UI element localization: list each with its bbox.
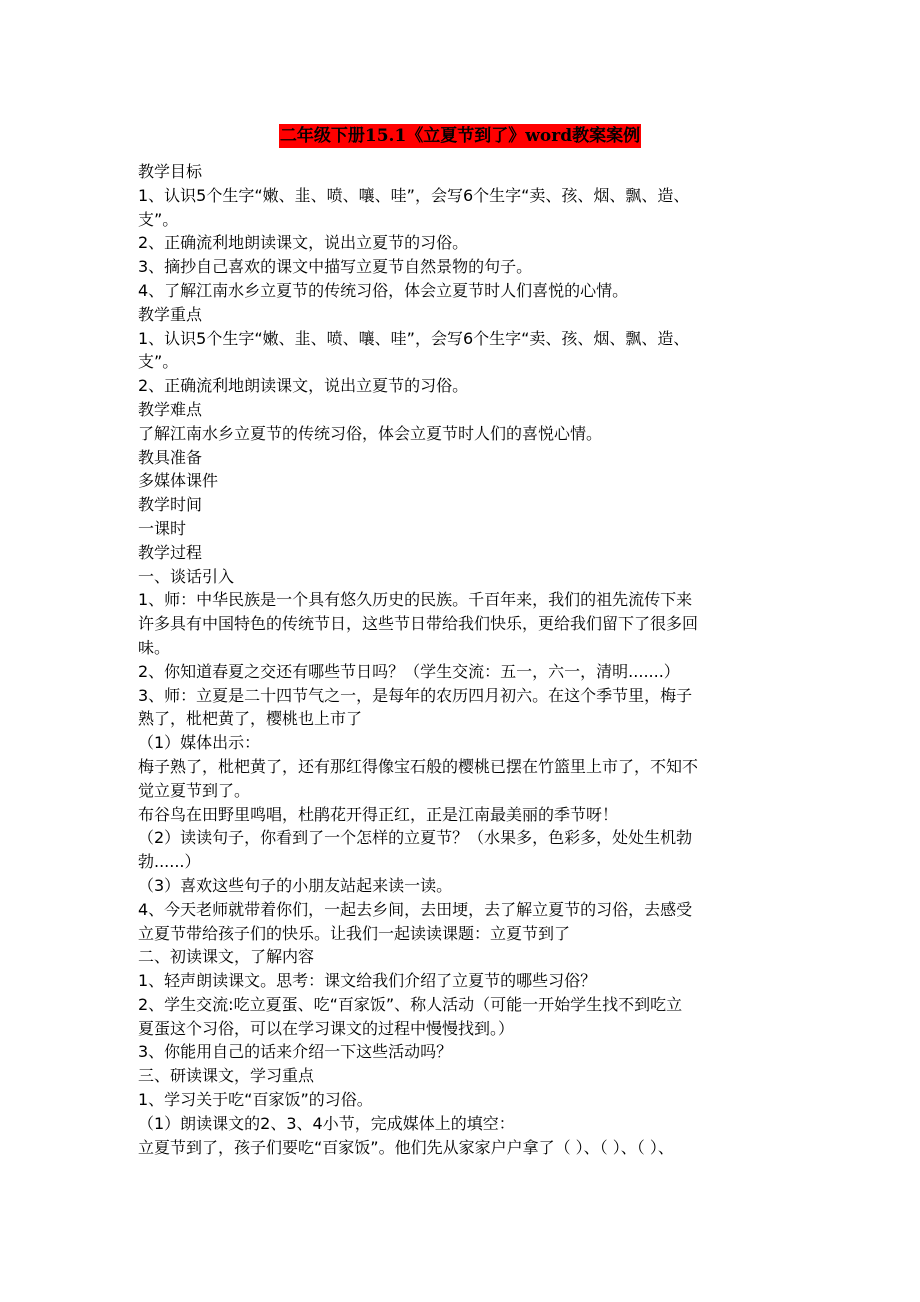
text-line: 2、正确流利地朗读课文，说出立夏节的习俗。 — [138, 233, 469, 253]
text-line: 许多具有中国特色的传统节日，这些节日带给我们快乐，更给我们留下了很多回 — [138, 614, 699, 634]
text-line: 多媒体课件 — [138, 471, 219, 491]
text-line: 1、师：中华民族是一个具有悠久历史的民族。千百年来，我们的祖先流传下来 — [138, 590, 693, 610]
document-body — [138, 160, 788, 1159]
text-line: 立夏节带给孩子们的快乐。让我们一起读读课题：立夏节到了 — [138, 923, 571, 943]
text-line: 3、师：立夏是二十四节气之一，是每年的农历四月初六。在这个季节里，梅子 — [138, 685, 693, 705]
text-line: 支”。 — [138, 209, 179, 229]
text-line: 3、摘抄自己喜欢的课文中描写立夏节自然景物的句子。 — [138, 257, 533, 277]
text-line: 1、认识5个生字“嫩、韭、喷、嚷、哇”，会写6个生字“卖、孩、烟、飘、造、 — [138, 185, 690, 205]
title-container — [0, 124, 920, 148]
document-title[interactable]: 二年级下册15.1《立夏节到了》word教案案例 — [279, 126, 641, 146]
text-line: （3）喜欢这些句子的小朋友站起来读一读。 — [138, 875, 453, 895]
text-line: 4、了解江南水乡立夏节的传统习俗，体会立夏节时人们喜悦的心情。 — [138, 280, 629, 300]
text-line: 2、正确流利地朗读课文，说出立夏节的习俗。 — [138, 376, 469, 396]
text-line: 勃......） — [138, 852, 201, 872]
text-line: 三、研读课文，学习重点 — [138, 1066, 315, 1086]
text-line: 教学过程 — [138, 542, 203, 562]
text-line: 2、学生交流:吃立夏蛋、吃“百家饭”、称人活动（可能一开始学生找不到吃立 — [138, 994, 683, 1014]
text-line: 1、学习关于吃“百家饭”的习俗。 — [138, 1090, 373, 1110]
text-line: 教学难点 — [138, 399, 203, 419]
text-line: 教学目标 — [138, 162, 203, 181]
text-line: 一、谈话引入 — [138, 566, 235, 586]
text-line: 支”。 — [138, 352, 179, 372]
text-line: 立夏节到了，孩子们要吃“百家饭”。他们先从家家户户拿了（ ）、（ ）、（ ）、 — [138, 1137, 674, 1157]
text-line: 1、轻声朗读课文。思考：课文给我们介绍了立夏节的哪些习俗？ — [138, 971, 597, 991]
text-line: 布谷鸟在田野里鸣唱，杜鹃花开得正红，正是江南最美丽的季节呀！ — [138, 804, 619, 824]
text-line: 2、你知道春夏之交还有哪些节日吗？（学生交流：五一，六一，清明.......） — [138, 661, 680, 681]
text-line: （1）朗读课文的2、3、4小节，完成媒体上的填空： — [138, 1113, 515, 1133]
text-line: 教学重点 — [138, 304, 203, 324]
text-line: 3、你能用自己的话来介绍一下这些活动吗？ — [138, 1042, 453, 1062]
text-line: 4、今天老师就带着你们，一起去乡间，去田埂，去了解立夏节的习俗，去感受 — [138, 899, 693, 919]
text-line: 教学时间 — [138, 495, 203, 515]
text-line: 一课时 — [138, 518, 187, 538]
text-line: 梅子熟了，枇杷黄了，还有那红得像宝石般的樱桃已摆在竹篮里上市了，不知不 — [138, 756, 699, 776]
text-line: 熟了，枇杷黄了，樱桃也上市了 — [138, 709, 363, 729]
text-line: 了解江南水乡立夏节的传统习俗，体会立夏节时人们的喜悦心情。 — [138, 423, 603, 443]
text-line: 觉立夏节到了。 — [138, 780, 251, 800]
text-line: 夏蛋这个习俗，可以在学习课文的过程中慢慢找到。） — [138, 1018, 515, 1038]
text-line: （1）媒体出示： — [138, 733, 261, 753]
text-line: 二、初读课文，了解内容 — [138, 947, 315, 967]
text-line: （2）读读句子，你看到了一个怎样的立夏节？（水果多，色彩多，处处生机勃 — [138, 828, 693, 848]
text-line: 教具准备 — [138, 447, 203, 467]
text-line: 味。 — [138, 637, 171, 657]
text-line: 1、认识5个生字“嫩、韭、喷、嚷、哇”，会写6个生字“卖、孩、烟、飘、造、 — [138, 328, 690, 348]
